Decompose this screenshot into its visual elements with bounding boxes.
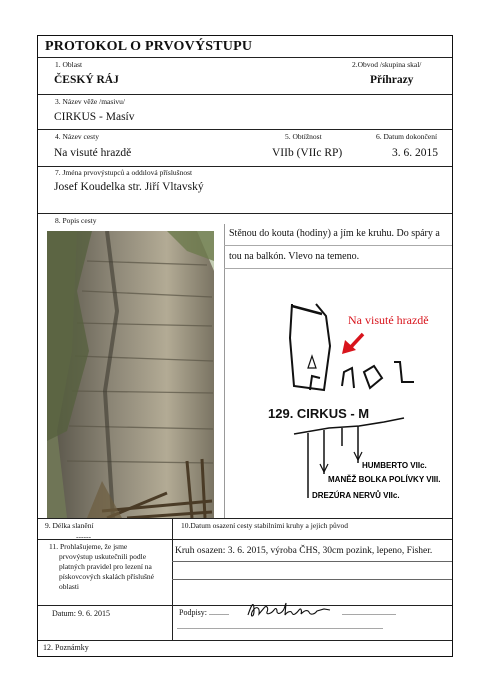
climbers-value: Josef Koudelka str. Jiří Vltavský xyxy=(54,181,204,193)
rappel-value: ------ xyxy=(76,532,91,541)
signature-dots-right: ........................... xyxy=(342,608,396,617)
difficulty-label: 5. Obtížnost xyxy=(285,132,322,141)
tower-value: CIRKUS - Masív xyxy=(54,111,135,123)
handwritten-signature xyxy=(244,599,334,621)
district-label: 2.Obvod /skupina skal/ xyxy=(352,60,422,69)
topo-route-3: DREZÚRA NERVŮ VIIc. xyxy=(312,491,400,500)
description-label: 8. Popis cesty xyxy=(55,216,97,225)
topo-route-2: MANĚŽ BOLKA POLÍVKY VIII. xyxy=(328,475,441,484)
difficulty-value: VIIb (VIIc RP) xyxy=(272,147,343,159)
completion-date-label: 6. Datum dokončení xyxy=(376,132,438,141)
description-line-1: Stěnou do kouta (hodiny) a jím ke kruhu. Do spáry a xyxy=(229,228,440,239)
area-value: ČESKÝ RÁJ xyxy=(54,74,119,86)
route-value: Na visuté hrazdě xyxy=(54,147,132,159)
climbers-label: 7. Jména prvovýstupců a oddılová příslušnost xyxy=(55,168,193,177)
topo-route-1: HUMBERTO VIIc. xyxy=(362,461,427,470)
signatures-label: Podpisy: .......... xyxy=(179,608,230,617)
tower-label: 3. Název věže /masivu/ xyxy=(55,97,125,106)
topo-sketch xyxy=(224,268,452,518)
rock-photo xyxy=(47,231,214,518)
topo-tower-label: 129. CIRKUS - M xyxy=(268,406,370,421)
completion-date-value: 3. 6. 2015 xyxy=(392,147,438,159)
topo-route-label: Na visuté hrazdě xyxy=(348,313,429,327)
form-title: PROTOKOL O PRVOVÝSTUPU xyxy=(45,39,253,54)
anchor-label: 10.Datum osazení cesty stabilními kruhy a jejich původ xyxy=(181,521,349,530)
protocol-form xyxy=(37,35,453,657)
district-value: Příhrazy xyxy=(370,74,414,86)
notes-label: 12. Poznámky xyxy=(43,643,89,652)
topo-arrow xyxy=(350,334,363,348)
anchor-value: Kruh osazen: 3. 6. 2015, výroba ČHS, 30cm pozink, lepeno, Fisher. xyxy=(175,546,433,556)
signature-dots-line: ....................................................................................................... xyxy=(177,622,383,631)
declaration-text: 11. Prohlašujeme, že jsme prvovýstup uskutečnili podle platných pravidel pro lezení na pískovcových skalách příslušné oblasti xyxy=(49,542,154,591)
route-label: 4. Název cesty xyxy=(55,132,99,141)
rappel-label: 9. Délka slanění xyxy=(45,521,94,530)
signature-date: Datum: 9. 6. 2015 xyxy=(52,609,110,618)
description-line-2: tou na balkón. Vlevo na temeno. xyxy=(229,251,360,262)
area-label: 1. Oblast xyxy=(55,60,83,69)
